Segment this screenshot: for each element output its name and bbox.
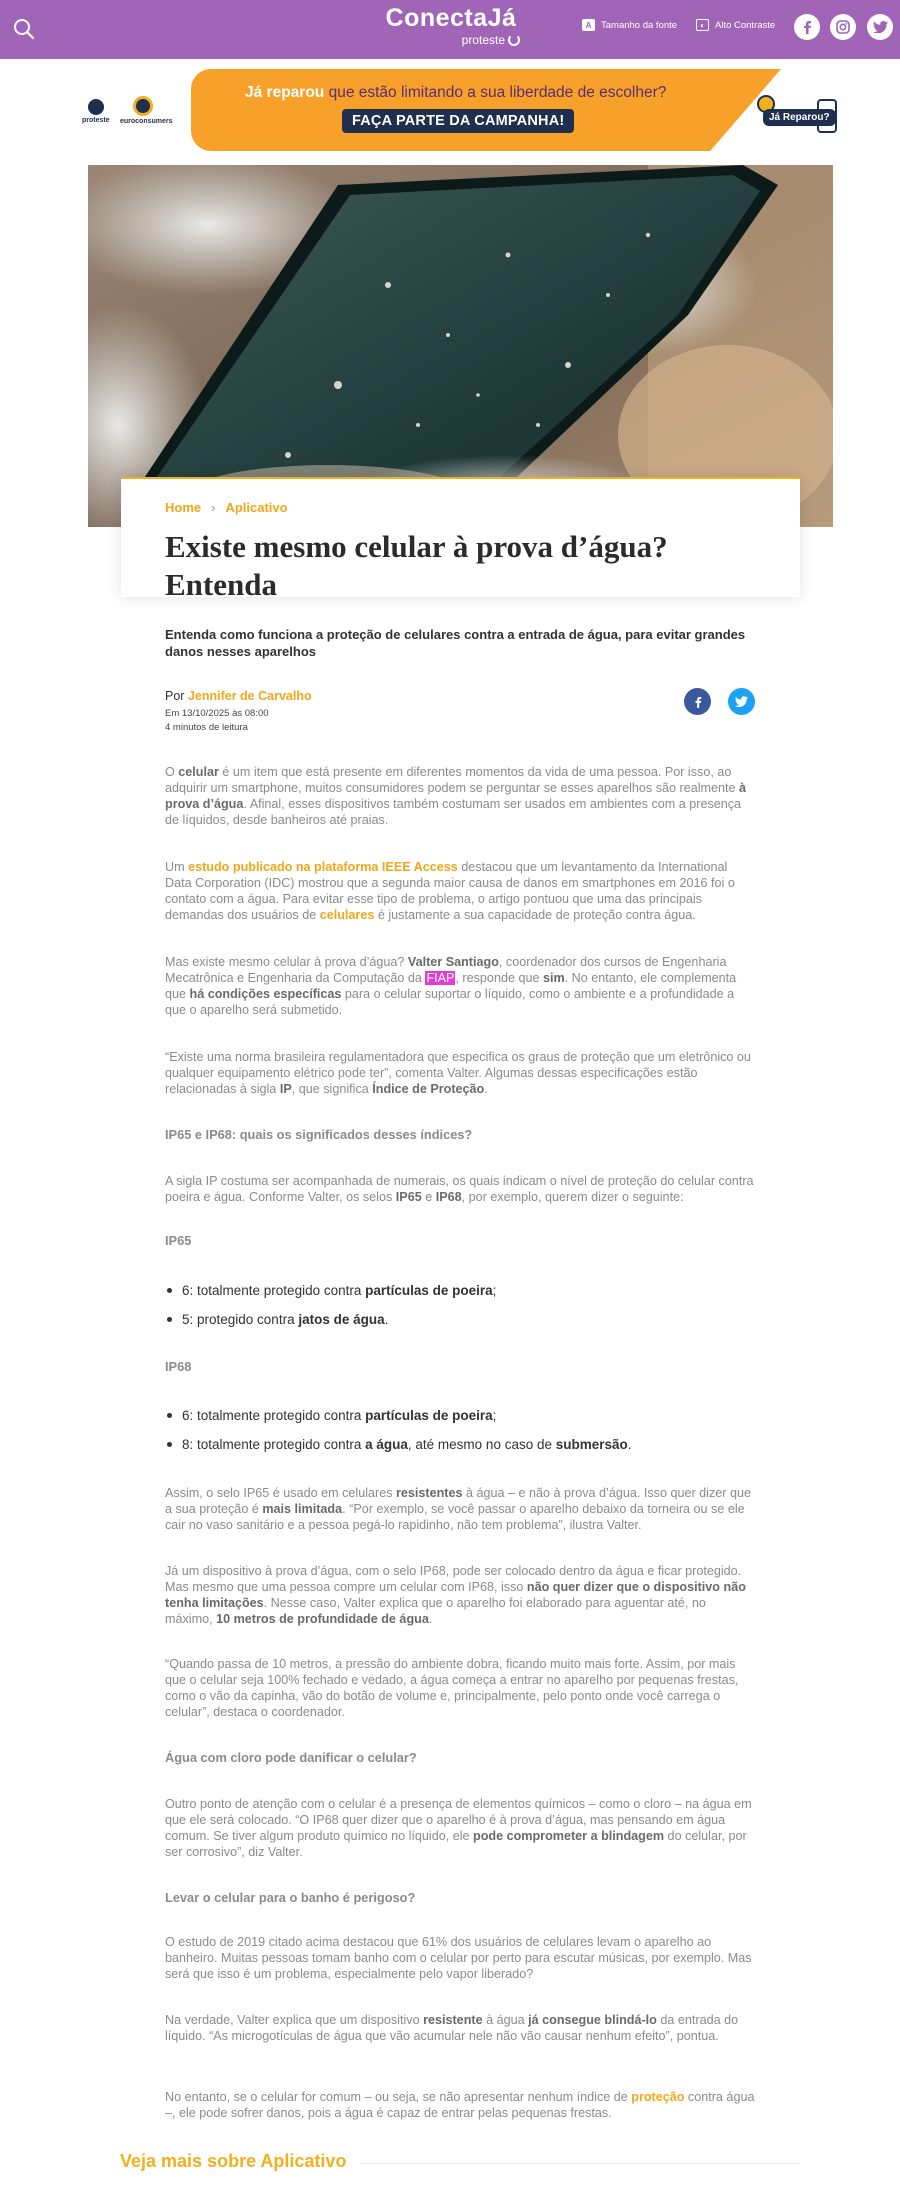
list-item [167, 1437, 632, 1452]
text-bold: já consegue blindá-lo [528, 2013, 657, 2027]
heading-ip68: IP68 [165, 1359, 192, 1374]
contrast-label: Alto Contraste [715, 19, 776, 31]
paragraph-expert [165, 954, 755, 1018]
text-bold: celular [178, 765, 219, 779]
paragraph-ip65-explain [165, 1485, 755, 1533]
text-bold: não quer dizer que o dispositivo não tenha limitações [165, 1580, 746, 1610]
text: à água [482, 2013, 529, 2027]
text-bold: Índice de Proteção [372, 1082, 485, 1096]
text-bold: sim [542, 971, 565, 985]
list-item-text [182, 1408, 496, 1423]
heading-ip65: IP65 [165, 1233, 192, 1248]
text: ; [492, 1283, 497, 1298]
list-item-text [182, 1312, 388, 1327]
text: A sigla IP costuma ser acompanhada de numerais, os quais indicam o nível de proteção do celular contra poeira e água. Conforme Valter, os selos [165, 1174, 754, 1204]
logo-proteste: proteste [461, 33, 505, 47]
breadcrumb [165, 500, 288, 515]
text: 6: totalmente protegido contra [182, 1408, 366, 1423]
byline [165, 689, 312, 703]
text: , que significa [291, 1082, 373, 1096]
text: destacou que um levantamento da International Data Corporation (IDC) mostrou que a segunda maior causa de danos em smartphones em 2016 foi o contato com a água. Para evitar esse tipo de problema, o artigo pontuou que uma das principais demandas dos usuários de [165, 860, 735, 922]
instagram-icon[interactable] [830, 14, 856, 40]
paragraph-cloro [165, 1796, 755, 1860]
heading-cloro: Água com cloro pode danificar o celular? [165, 1750, 417, 1765]
bullet-icon [167, 1442, 172, 1447]
paragraph-ip68-explain [165, 1563, 755, 1627]
site-logo[interactable] [376, 4, 526, 50]
section-divider [360, 2163, 800, 2164]
text: . No entanto, ele complementa que [165, 971, 737, 1001]
partner-logos [78, 69, 193, 151]
protecao-link[interactable]: proteção [631, 2090, 685, 2104]
text-bold: resistentes [396, 1486, 463, 1500]
text-bold: há condições específicas [189, 987, 342, 1001]
text: . Nesse caso, Valter explica que o aparelho foi elaborado para aguentar até, no máximo, [165, 1596, 706, 1626]
text: e [421, 1190, 436, 1204]
font-size-label: Tamanho da fonte [601, 19, 678, 31]
text-bold: 10 metros de profundidade de água [216, 1612, 429, 1626]
font-size-toggle[interactable] [582, 19, 677, 31]
proteste-logo-text: proteste [82, 117, 110, 124]
proteste-mark-icon [88, 99, 104, 115]
paragraph-sigla [165, 1173, 755, 1205]
breadcrumb-section[interactable]: Aplicativo [225, 500, 288, 515]
campaign-cta-button[interactable]: FAÇA PARTE DA CAMPANHA! [342, 109, 574, 133]
bullet-icon [167, 1413, 172, 1418]
paragraph-intro [165, 764, 755, 828]
text-bold: IP [279, 1082, 292, 1096]
paragraph-study [165, 859, 755, 923]
text: , coordenador dos cursos de Engenharia Mecatrônica e Engenharia da Computação da [165, 955, 727, 985]
high-contrast-toggle[interactable] [696, 19, 775, 31]
text: Mas existe mesmo celular à prova d’água? [165, 955, 408, 969]
author-link[interactable]: Jennifer de Carvalho [187, 689, 312, 703]
text: contra água –, ele pode sofrer danos, pois a água é capaz de entrar pelas pequenas frestas. [165, 2090, 755, 2120]
text: O [165, 765, 179, 779]
publish-date: Em 13/10/2025 às 08:00 [165, 708, 269, 719]
fiap-highlight: FIAP [426, 971, 455, 985]
related-section-title: Veja mais sobre Aplicativo [120, 2151, 347, 2171]
bullet-icon [167, 1288, 172, 1293]
text: , até mesmo no caso de [407, 1437, 556, 1452]
text: Um [165, 860, 189, 874]
text: . [484, 1082, 488, 1096]
text: ; [492, 1408, 497, 1423]
euroconsumers-mark-icon [133, 96, 153, 116]
text: Outro ponto de atenção com o celular é a presença de elementos químicos – como o cloro – na água em que ele será colocado. “O IP68 quer dizer que o aparelho é à prova d’água, mas pensando em água comum. Se tiver algum produto químico no líquido, ele [165, 1797, 752, 1843]
text-bold: IP68 [435, 1190, 462, 1204]
heading-ip65-ip68: IP65 e IP68: quais os significados desses índices? [165, 1127, 473, 1142]
text: à água – e não à prova d’água. Isso quer dizer que a sua proteção é [165, 1486, 751, 1516]
article-subtitle: Entenda como funciona a proteção de celulares contra a entrada de água, para evitar grandes danos nesses aparelhos [165, 627, 746, 659]
text-bold: pode comprometer a blindagem [473, 1829, 665, 1843]
facebook-icon[interactable] [794, 14, 820, 40]
text-bold: IP65 [395, 1190, 422, 1204]
text-bold: resistente [423, 2013, 483, 2027]
text: 8: totalmente protegido contra [182, 1437, 366, 1452]
text: “Existe uma norma brasileira regulamentadora que especifica os graus de proteção que um eletrônico ou qualquer equipamento elétrico pode ter”, comenta Valter. Algumas dessas especificações estão relacionadas à sigla [165, 1050, 751, 1096]
text: Na verdade, Valter explica que um dispositivo [165, 2013, 424, 2027]
logo-sub-text [462, 33, 520, 47]
text: . [627, 1437, 632, 1452]
campaign-banner[interactable] [78, 69, 842, 151]
text-bold: a água [365, 1437, 408, 1452]
chevron-right-icon: › [211, 500, 216, 515]
contrast-icon: ◐ [696, 19, 709, 31]
share-twitter-icon[interactable] [728, 688, 755, 715]
text-bold: partículas de poeira [365, 1283, 493, 1298]
breadcrumb-home[interactable]: Home [165, 500, 202, 515]
euroconsumers-logo-text: euroconsumers [120, 118, 173, 125]
text: Assim, o selo IP65 é usado em celulares [165, 1486, 396, 1500]
font-size-icon: A [582, 19, 595, 31]
text: Já um dispositivo à prova d’água, com o selo IP68, pode ser colocado dentro da água e ficar protegido. Mas mesmo que uma pessoa compre um celular com IP68, isso [165, 1564, 742, 1594]
text-bold: mais limitada [262, 1502, 343, 1516]
ja-reparou-label: Já Reparou? [763, 109, 836, 126]
text: , por exemplo, querem dizer o seguinte: [461, 1190, 684, 1204]
paragraph-resistente [165, 2012, 755, 2044]
text: . [428, 1612, 433, 1626]
celulares-link[interactable]: celulares [319, 908, 375, 922]
list-item [167, 1283, 496, 1298]
article-title: Existe mesmo celular à prova d’água? Entenda [165, 529, 668, 602]
list-item-text [182, 1437, 632, 1452]
text: , responde que [455, 971, 543, 985]
text-bold: jatos de água [298, 1312, 385, 1327]
text: No entanto, se o celular for comum – ou seja, se não apresentar nenhum índice de [165, 2090, 632, 2104]
paragraph-pressure-quote: “Quando passa de 10 metros, a pressão do ambiente dobra, ficando muito mais forte. Assim, por mais que o celular seja 100% fechado e vedado, a água começa a entrar no aparelho por pequenas frestas, como o vão da capinha, vão do botão de volume e, principalmente, pelo ponto onde você carrega o celular”, destaca o coordenador. [165, 1657, 739, 1719]
paragraph-norma [165, 1049, 755, 1097]
share-facebook-icon[interactable] [684, 688, 711, 715]
twitter-icon[interactable] [867, 14, 893, 40]
search-icon[interactable] [12, 17, 36, 41]
text: é justamente a sua capacidade de proteção contra água. [374, 908, 696, 922]
list-item [167, 1312, 388, 1327]
heading-banho: Levar o celular para o banho é perigoso? [165, 1890, 416, 1905]
paragraph-celular-comum [165, 2089, 755, 2121]
text: 6: totalmente protegido contra [182, 1283, 366, 1298]
text: . Afinal, esses dispositivos também costumam ser usados em ambientes com a presença de líquidos, desde banheiros até praias. [165, 797, 742, 827]
list-item-text [182, 1283, 496, 1298]
banner-headline-rest: que estão limitando a sua liberdade de escolher? [324, 84, 667, 101]
logo-main-text: ConectaJá [385, 4, 517, 32]
text: é um item que está presente em diferentes momentos da vida de uma pessoa. Por isso, ao adquirir um smartphone, muitos consumidores podem se perguntar se esses aparelhos são realmente [165, 765, 740, 795]
proteste-swirl-icon [508, 34, 520, 46]
hero-image-wet-phone-on-sand [88, 165, 833, 527]
text: da entrada do líquido. “As microgotículas de água que vão acumular nele não vão causar nenhum efeito”, pontua. [165, 2013, 739, 2043]
text: . “Por exemplo, se você passar o aparelho debaixo da torneira ou se ele cair no vaso sanitário e a pessoa pegá-lo rapidinho, não tem problema”, ilustra Valter. [165, 1502, 745, 1532]
ja-reparou-badge [751, 95, 837, 135]
banner-headline-bold: Já reparou [245, 84, 325, 101]
bullet-icon [167, 1317, 172, 1322]
text: 5: protegido contra [182, 1312, 299, 1327]
paragraph-estudo-2019: O estudo de 2019 citado acima destacou que 61% dos usuários de celulares levam o aparelho ao banheiro. Muitas pessoas tomam banho com o celular por perto para escutar músicas, por exemplo. Mas será que isso é um problema, especialmente pelo vapor liberado? [165, 1935, 752, 1981]
text: para o celular suportar o líquido, como o ambiente e a profundidade a que o aparelho será submetido. [165, 987, 735, 1017]
text-bold: submersão [555, 1437, 628, 1452]
banner-headline [245, 84, 666, 102]
text-bold: Valter Santiago [407, 955, 499, 969]
ieee-study-link[interactable]: estudo publicado na plataforma IEEE Access [188, 860, 458, 874]
text-bold: à prova d’água [165, 781, 747, 811]
text-bold: partículas de poeira [365, 1408, 493, 1423]
read-time: 4 minutos de leitura [165, 722, 248, 733]
text: do celular, por ser corrosivo”, diz Valter. [165, 1829, 747, 1859]
text: . [384, 1312, 389, 1327]
byline-prefix: Por [165, 689, 188, 703]
top-navigation-bar [0, 0, 900, 59]
list-item [167, 1408, 496, 1423]
